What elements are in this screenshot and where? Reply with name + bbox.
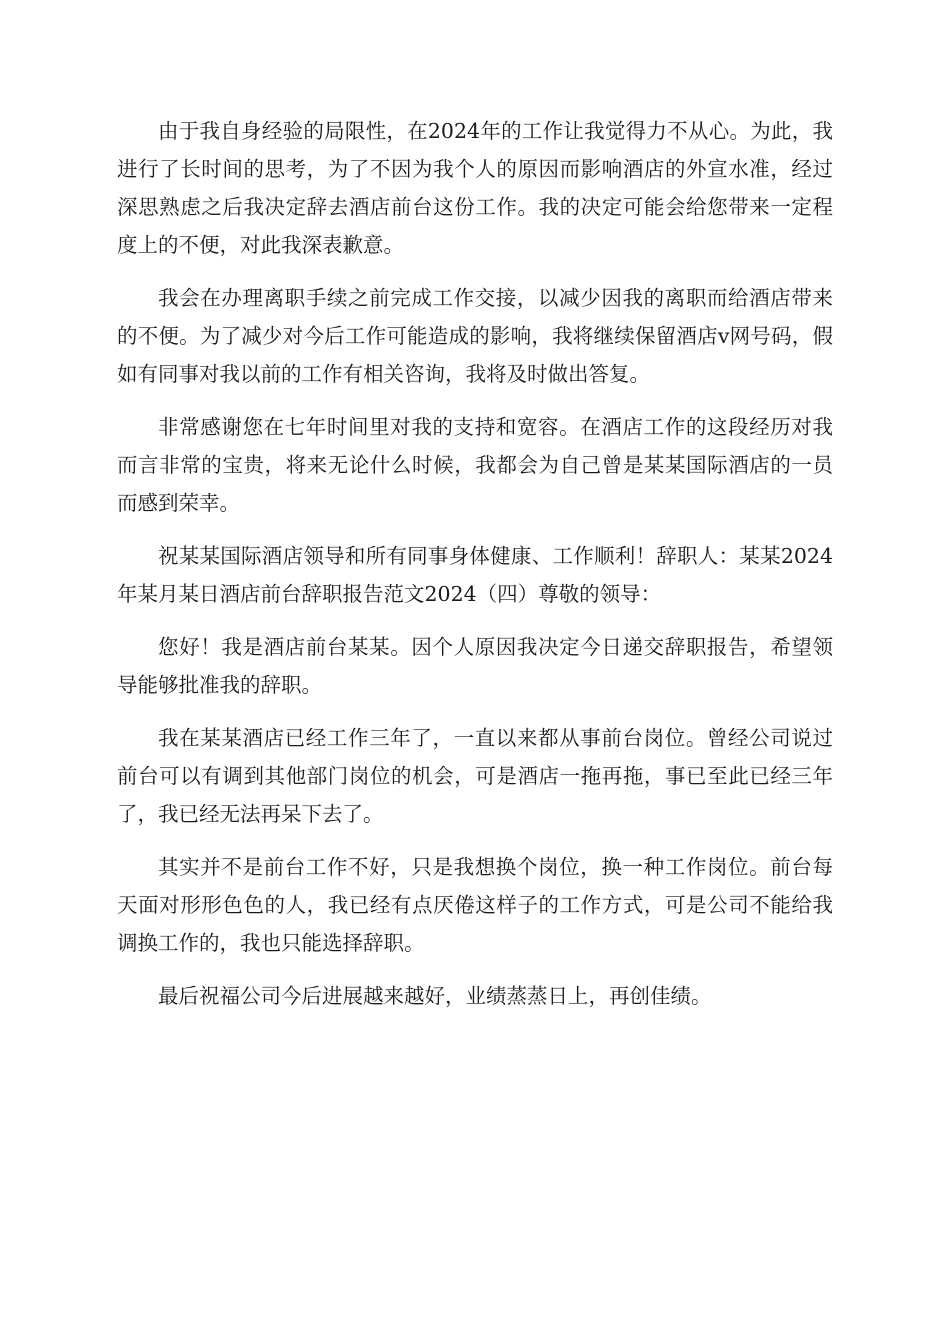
paragraph-7: 其实并不是前台工作不好，只是我想换个岗位，换一种工作岗位。前台每天面对形形色色的人，我已经有点厌倦这样子的工作方式，可是公司不能给我调换工作的，我也只能选择辞职。 (117, 855, 833, 955)
paragraph-3: 非常感谢您在七年时间里对我的支持和宽容。在酒店工作的这段经历对我而言非常的宝贵，将来无论什么时候，我都会为自己曾是某某国际酒店的一员而感到荣幸。 (117, 415, 833, 515)
paragraph-6: 我在某某酒店已经工作三年了，一直以来都从事前台岗位。曾经公司说过前台可以有调到其他部门岗位的机会，可是酒店一拖再拖，事已至此已经三年了，我已经无法再呆下去了。 (117, 726, 833, 826)
paragraph-8: 最后祝福公司今后进展越来越好，业绩蒸蒸日上，再创佳绩。 (158, 984, 712, 1008)
paragraph-1: 由于我自身经验的局限性，在2024年的工作让我觉得力不从心。为此，我进行了长时间的思考，为了不因为我个人的原因而影响酒店的外宣水准，经过深思熟虑之后我决定辞去酒店前台这份工作。我的决定可能会给您带来一定程度上的不便，对此我深表歉意。 (117, 119, 833, 257)
paragraph-5: 您好！我是酒店前台某某。因个人原因我决定今日递交辞职报告，希望领导能够批准我的辞职。 (117, 635, 833, 697)
paragraph-4: 祝某某国际酒店领导和所有同事身体健康、工作顺利！辞职人：某某2024年某月某日酒店前台辞职报告范文2024（四）尊敬的领导： (117, 544, 833, 606)
paragraph-2: 我会在办理离职手续之前完成工作交接，以减少因我的离职而给酒店带来的不便。为了减少对今后工作可能造成的影响，我将继续保留酒店v网号码，假如有同事对我以前的工作有相关咨询，我将及时做出答复。 (117, 286, 833, 386)
document-body (117, 112, 833, 1030)
